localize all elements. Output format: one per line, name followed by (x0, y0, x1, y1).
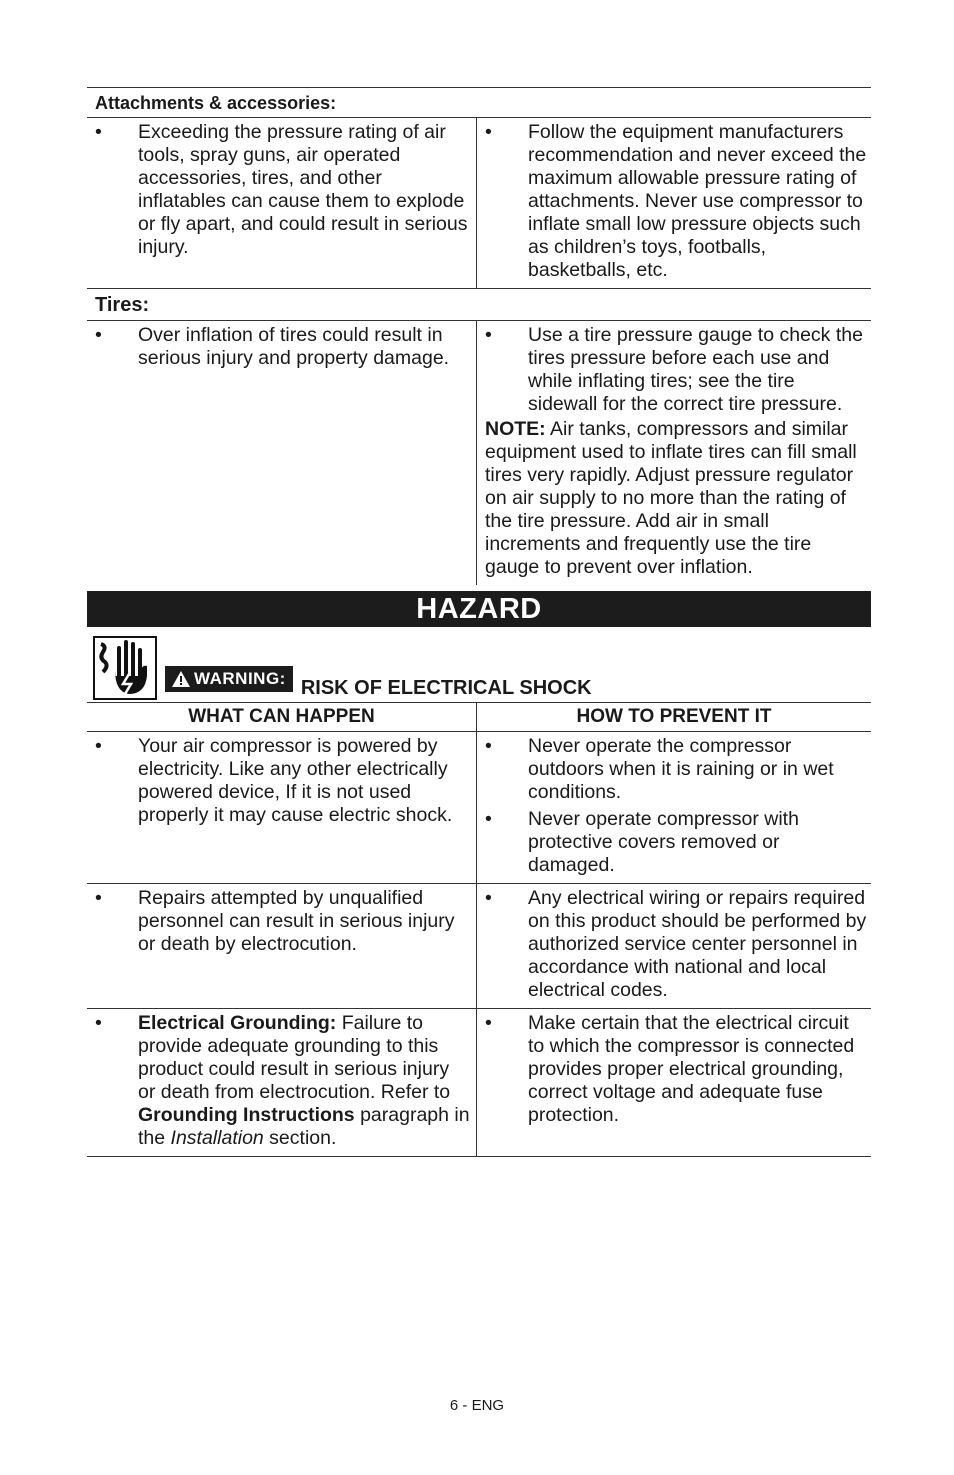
tires-hazard-cell (87, 321, 477, 585)
grounding-label: Electrical Grounding: (138, 1012, 337, 1034)
bullet: • (485, 324, 492, 346)
tires-prevent-cell (477, 321, 871, 585)
hazard-banner: HAZARD (87, 591, 871, 627)
tires-prevent-text: Use a tire pressure gauge to check the tires pressure before each use and while inflating tires; see the tire sidewall for the correct tire pressure. (528, 324, 863, 415)
row2-prevent-text: Any electrical wiring or repairs required on this product should be performed by authorized service center personnel in accordance with national and local electrical codes. (528, 887, 867, 1001)
risk-title: RISK OF ELECTRICAL SHOCK (300, 677, 592, 699)
bullet: • (485, 121, 492, 143)
grounding-instructions-ref: Grounding Instructions (138, 1104, 355, 1126)
attachments-prevent-text: Follow the equipment manufacturers recommendation and never exceed the maximum allowable pressure rating of attachments. Never use compressor to inflate small low pressure objects such as children’s toys, footballs, basketballs, etc. (528, 121, 867, 281)
row1-hazard-text: Your air compressor is powered by electricity. Like any other electrically powered device, If it is not used properly it may cause electric shock. (138, 735, 453, 826)
warning-line (87, 627, 871, 702)
row3-hazard-text (138, 1012, 470, 1150)
bullet: • (485, 735, 492, 757)
col-what-can-happen: WHAT CAN HAPPEN (87, 703, 477, 731)
row3-prevent-cell (477, 1009, 871, 1156)
tires-note (477, 418, 867, 579)
warning-label: WARNING: (194, 669, 286, 688)
note-label: NOTE: (485, 418, 546, 440)
bullet: • (485, 808, 492, 830)
shock-row-3 (87, 1008, 871, 1157)
attachments-row (87, 117, 871, 288)
col-how-to-prevent: HOW TO PREVENT IT (576, 706, 772, 727)
tires-heading: Tires: (87, 288, 871, 320)
electrical-shock-hand-icon (93, 636, 157, 700)
shock-row-2 (87, 883, 871, 1008)
bullet: • (95, 1012, 102, 1034)
column-headers (87, 702, 871, 731)
tires-hazard-text: Over inflation of tires could result in serious injury and property damage. (138, 324, 450, 369)
bullet: • (95, 887, 102, 909)
tires-row (87, 320, 871, 585)
row1-prevent-text-1: Never operate the compressor outdoors when it is raining or in wet conditions. (528, 735, 834, 803)
row1-prevent-cell (477, 732, 871, 883)
bullet: • (95, 121, 102, 143)
row3-text-1: Failure to provide adequate grounding to this product could result in serious injury or death from electrocution. Refer to (138, 1012, 451, 1103)
row1-prevent-text-2: Never operate compressor with protective covers removed or damaged. (528, 808, 799, 876)
attachments-hazard-text: Exceeding the pressure rating of air tools, spray guns, air operated accessories, tires, and other inflatables can cause them to explode or fly apart, and could result in serious injury. (138, 121, 468, 258)
shock-row-1 (87, 731, 871, 883)
warning-badge (165, 666, 293, 692)
row1-hazard-cell (87, 732, 477, 883)
attachments-heading: Attachments & accessories: (87, 87, 871, 117)
row3-hazard-cell (87, 1009, 477, 1156)
bullet: • (485, 887, 492, 909)
row3-text-2: paragraph in the (138, 1104, 470, 1149)
row3-text-3: section. (263, 1127, 337, 1149)
row2-hazard-text: Repairs attempted by unqualified personnel can result in serious injury or death by electrocution. (138, 887, 455, 955)
manual-page (87, 87, 871, 1157)
bullet: • (95, 324, 102, 346)
page-footer: 6 - ENG (449, 1397, 505, 1414)
note-text: Air tanks, compressors and similar equipment used to inflate tires can fill small tires very rapidly. Adjust pressure regulator on air supply to no more than the rating of the tire pressure. Add air in small increments and frequently use the tire gauge to prevent over inflation. (485, 418, 857, 578)
bullet: • (95, 735, 102, 757)
row2-prevent-cell (477, 884, 871, 1008)
attachments-hazard-cell (87, 118, 477, 288)
attachments-prevent-cell (477, 118, 871, 288)
installation-ref: Installation (170, 1127, 264, 1149)
bullet: • (485, 1012, 492, 1034)
row2-hazard-cell (87, 884, 477, 1008)
row3-prevent-text: Make certain that the electrical circuit to which the compressor is connected provides proper electrical grounding, correct voltage and adequate fuse protection. (528, 1012, 855, 1126)
warning-triangle-icon (172, 671, 190, 687)
